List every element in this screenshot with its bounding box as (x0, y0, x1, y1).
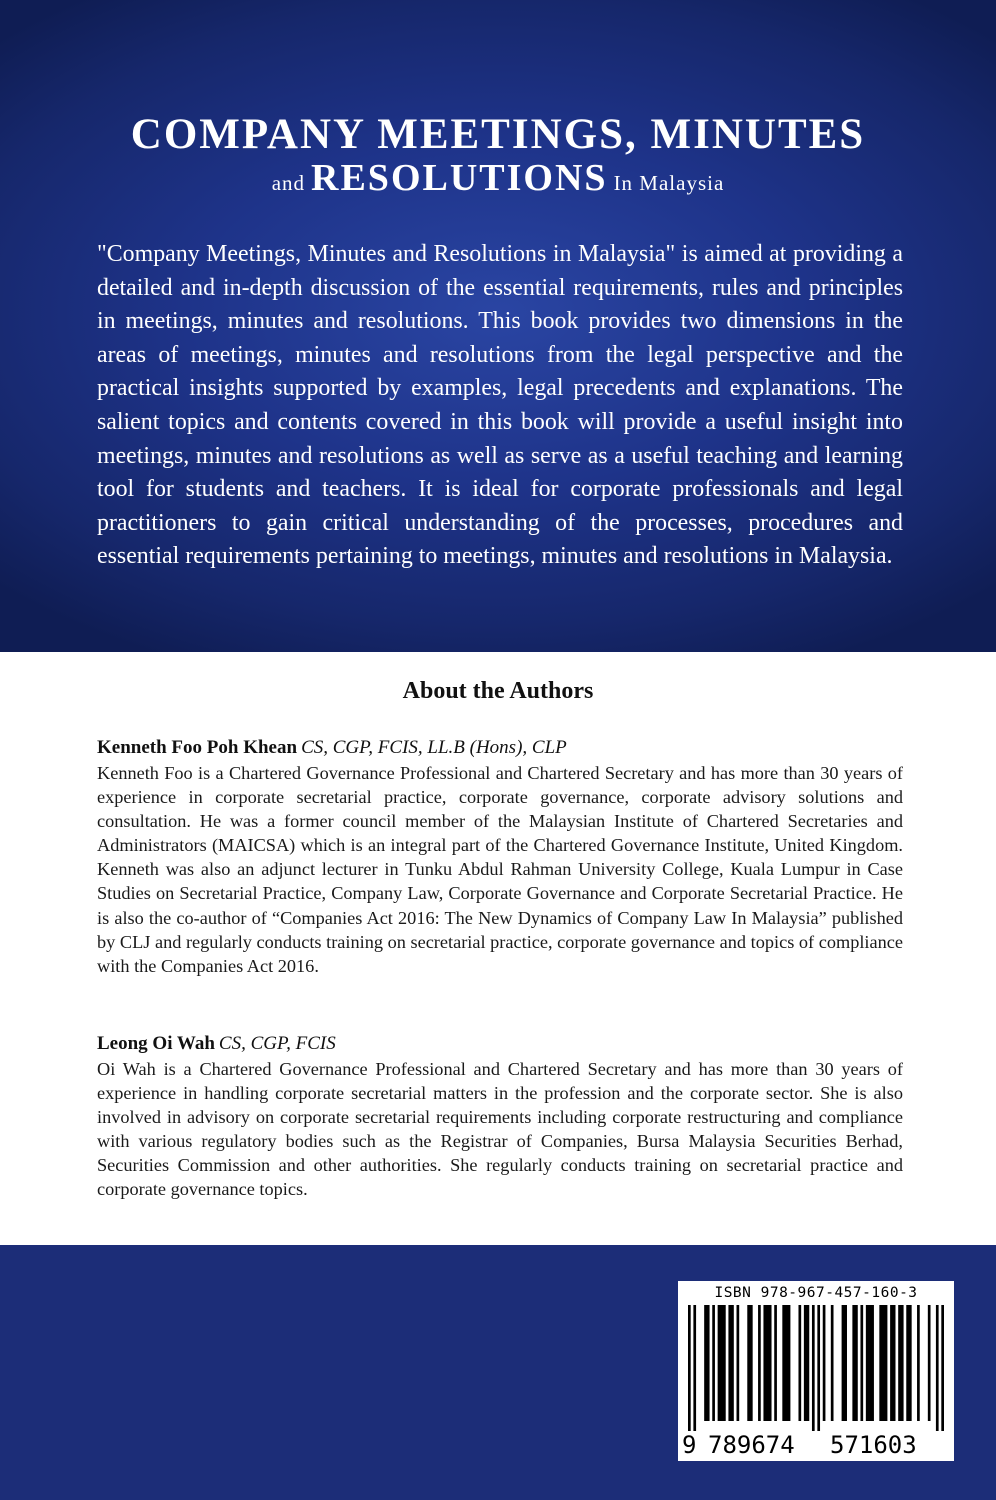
barcode-bar (782, 1305, 790, 1421)
author-bio: Kenneth Foo is a Chartered Governance Professional and Chartered Secretary and has more than 30 years of experience in corporate secretarial practice, corporate governance, corporate advisory solutions and consultation. He was a former council member of the Malaysian Institute of Chartered Secretaries and Administrators (MAICSA) which is an integral part of the Chartered Governance Institute, United Kingdom. Kenneth was also an adjunct lecturer in Tunku Abdul Rahman University College, Kuala Lumpur in Case Studies on Secretarial Practice, Company Law, Corporate Governance and Corporate Secretarial Practice. He is also the co-author of “Companies Act 2016: The New Dynamics of Company Law In Malaysia” published by CLJ and regularly conducts training on secretarial practice, corporate governance and topics of compliance with the Companies Act 2016. (97, 763, 903, 976)
barcode-bar (860, 1305, 863, 1421)
about-authors-heading: About the Authors (402, 678, 594, 704)
barcode-bar (852, 1305, 857, 1421)
barcode-bars (688, 1305, 944, 1431)
author-bio: Oi Wah is a Chartered Governance Professional and Chartered Secretary and has more than 30 years of experience in handling corporate secretarial matters in the profession and the corporate sector. She is also involved in advisory on corporate secretarial requirements including corporate restructuring and compliance with various regulatory bodies such as the Registrar of Companies, Bursa Malaysia Securities Berhad, Securities Commission and other authorities. She regularly conducts training on secretarial practice and corporate governance topics. (97, 1059, 903, 1200)
barcode-bar (936, 1305, 939, 1431)
barcode-bar (774, 1305, 777, 1421)
barcode-bar (758, 1305, 761, 1421)
barcode-bar (693, 1305, 696, 1431)
barcode-bar (898, 1305, 903, 1421)
barcode-bar (842, 1305, 847, 1421)
barcode-digits-right: 571603 (830, 1431, 917, 1459)
cover-blurb-panel (0, 0, 996, 652)
barcode-bar (817, 1305, 820, 1431)
barcode-bar (879, 1305, 887, 1421)
barcode-digits-left: 789674 (708, 1431, 795, 1459)
author-entry (97, 734, 903, 978)
author-heading (97, 734, 903, 761)
barcode-bar (928, 1305, 931, 1421)
barcode-bar (737, 1305, 740, 1421)
barcode-bar (747, 1305, 752, 1421)
author-name: Kenneth Foo Poh Khean (97, 737, 298, 758)
barcode-bar (866, 1305, 874, 1421)
book-description: "Company Meetings, Minutes and Resolutions in Malaysia" is aimed at providing a detailed and in-depth discussion of the essential requirements, rules and principles in meetings, minutes and resolutions. This book provides two dimensions in the areas of meetings, minutes and resolutions from the legal perspective and the practical insights supported by examples, legal precedents and explanations. The salient topics and contents covered in this book will provide a useful insight into meetings, minutes and resolutions as well as serve as a useful teaching and learning tool for students and teachers. It is ideal for corporate professionals and legal practitioners to gain critical understanding of the processes, procedures and essential requirements pertaining to meetings, minutes and resolutions in Malaysia. (97, 241, 903, 570)
author-credentials: CS, CGP, FCIS (218, 1033, 336, 1054)
author-name: Leong Oi Wah (97, 1033, 215, 1054)
cover-bottom-panel (0, 1245, 996, 1500)
barcode-bar (688, 1305, 691, 1431)
barcode-bar (798, 1305, 801, 1421)
barcode-bar (804, 1305, 809, 1421)
barcode-bar (941, 1305, 944, 1431)
barcode-bar (712, 1305, 715, 1421)
book-title-line2 (0, 156, 996, 200)
author-credentials: CS, CGP, FCIS, LL.B (Hons), CLP (301, 737, 567, 758)
title-and: and (271, 171, 306, 195)
title-resolutions: RESOLUTIONS (311, 157, 608, 199)
author-entry (97, 1030, 903, 1202)
barcode-bar (917, 1305, 920, 1421)
barcode-bar (728, 1305, 733, 1421)
title-in-malaysia: In Malaysia (613, 171, 725, 195)
author-heading (97, 1030, 903, 1057)
barcode-bar (831, 1305, 834, 1421)
barcode-bar (704, 1305, 709, 1421)
book-title-line1: COMPANY MEETINGS, MINUTES (130, 111, 866, 158)
isbn-barcode (678, 1281, 954, 1461)
barcode-digit-first: 9 (682, 1431, 697, 1459)
barcode-bar (890, 1305, 895, 1421)
about-authors-panel (0, 652, 996, 1245)
barcode-bar (763, 1305, 771, 1421)
isbn-label: ISBN 978-967-457-160-3 (714, 1285, 918, 1301)
barcode-bar (812, 1305, 815, 1431)
barcode-bar (718, 1305, 726, 1421)
barcode-bar (906, 1305, 911, 1421)
barcode-bar (823, 1305, 826, 1421)
